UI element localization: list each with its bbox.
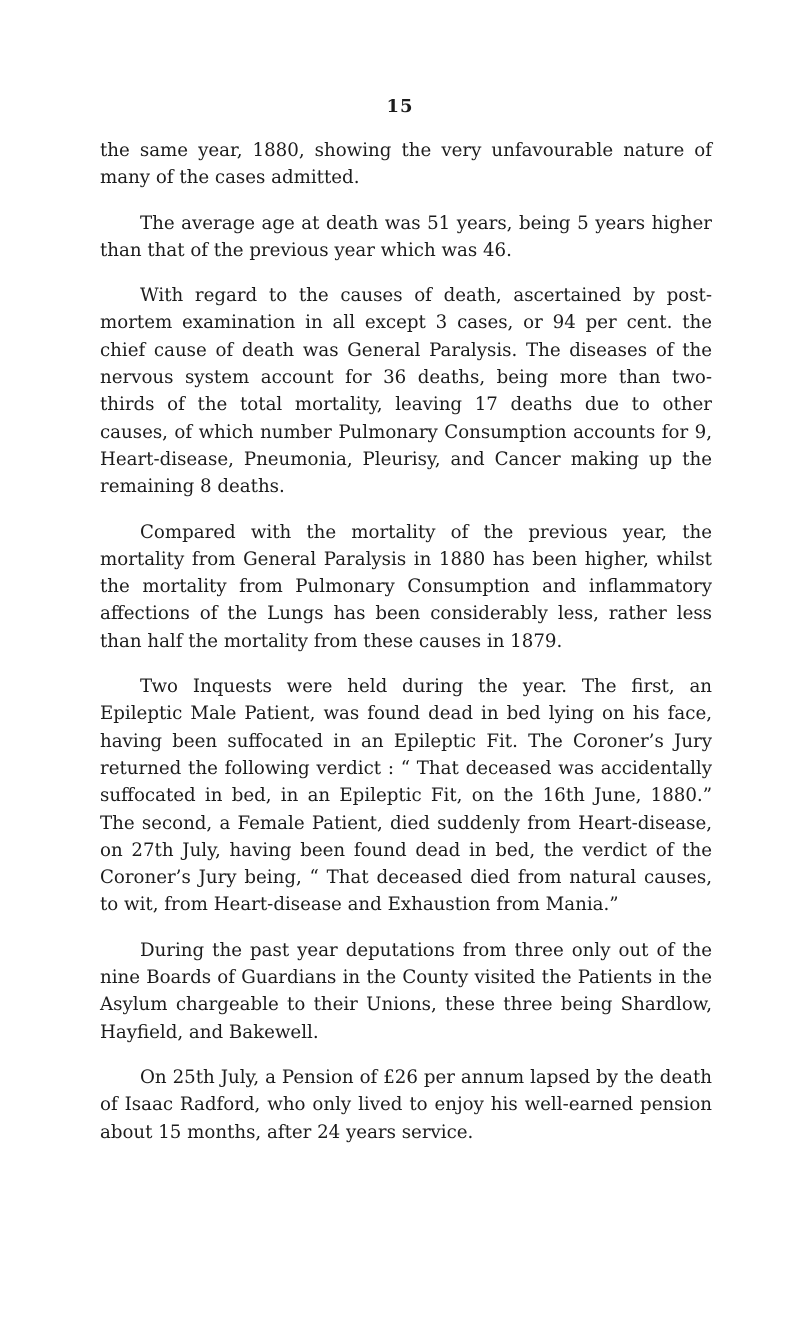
paragraph-continuation: the same year, 1880, showing the very unfavourable nature of many of the cases admitted. [100, 140, 712, 189]
paragraph-mortality-comparison: Compared with the mortality of the previous year, the mortality from General Paralysis in 1880 has been higher, whilst the mortality from Pulmonary Consumption and inflammatory affections of the Lungs has been considerably less, rather less than half the mortality from these causes in 1879. [100, 521, 712, 652]
page-number: 15 [386, 96, 414, 117]
paragraph-causes-of-death: With regard to the causes of death, ascertained by post-mortem examination in all except 3 cases, or 94 per cent. the chief cause of death was General Paralysis. The diseases of the nervous system account for 36 deaths, being more than two-thirds of the total mortality, leaving 17 deaths due to other causes, of which number Pulmonary Consumption accounts for 9, Heart-disease, Pneumonia, Pleurisy, and Cancer making up the remaining 8 deaths. [100, 285, 712, 498]
paragraph-deputations: During the past year deputations from three only out of the nine Boards of Guardians in the County visited the Patients in the Asylum chargeable to their Unions, these three being Shardlow, Hayfield, and Bakewell. [100, 939, 712, 1043]
paragraph-average-age: The average age at death was 51 years, being 5 years higher than that of the previous year which was 46. [100, 212, 712, 261]
body-text [100, 137, 712, 1164]
paragraph-inquests: Two Inquests were held during the year. The first, an Epileptic Male Patient, was found dead in bed lying on his face, having been suffocated in an Epileptic Fit. The Coroner’s Jury returned the following verdict : “ That deceased was accidentally suffocated in bed, in an Epileptic Fit, on the 16th June, 1880.” The second, a Female Patient, died suddenly from Heart-disease, on 27th July, having been found dead in bed, the verdict of the Coroner’s Jury being, “ That deceased died from natural causes, to wit, from Heart-disease and Exhaustion from Mania.” [100, 676, 712, 916]
paragraph-pension: On 25th July, a Pension of £26 per annum lapsed by the death of Isaac Radford, who only lived to enjoy his well-earned pension about 15 months, after 24 years service. [100, 1066, 712, 1143]
